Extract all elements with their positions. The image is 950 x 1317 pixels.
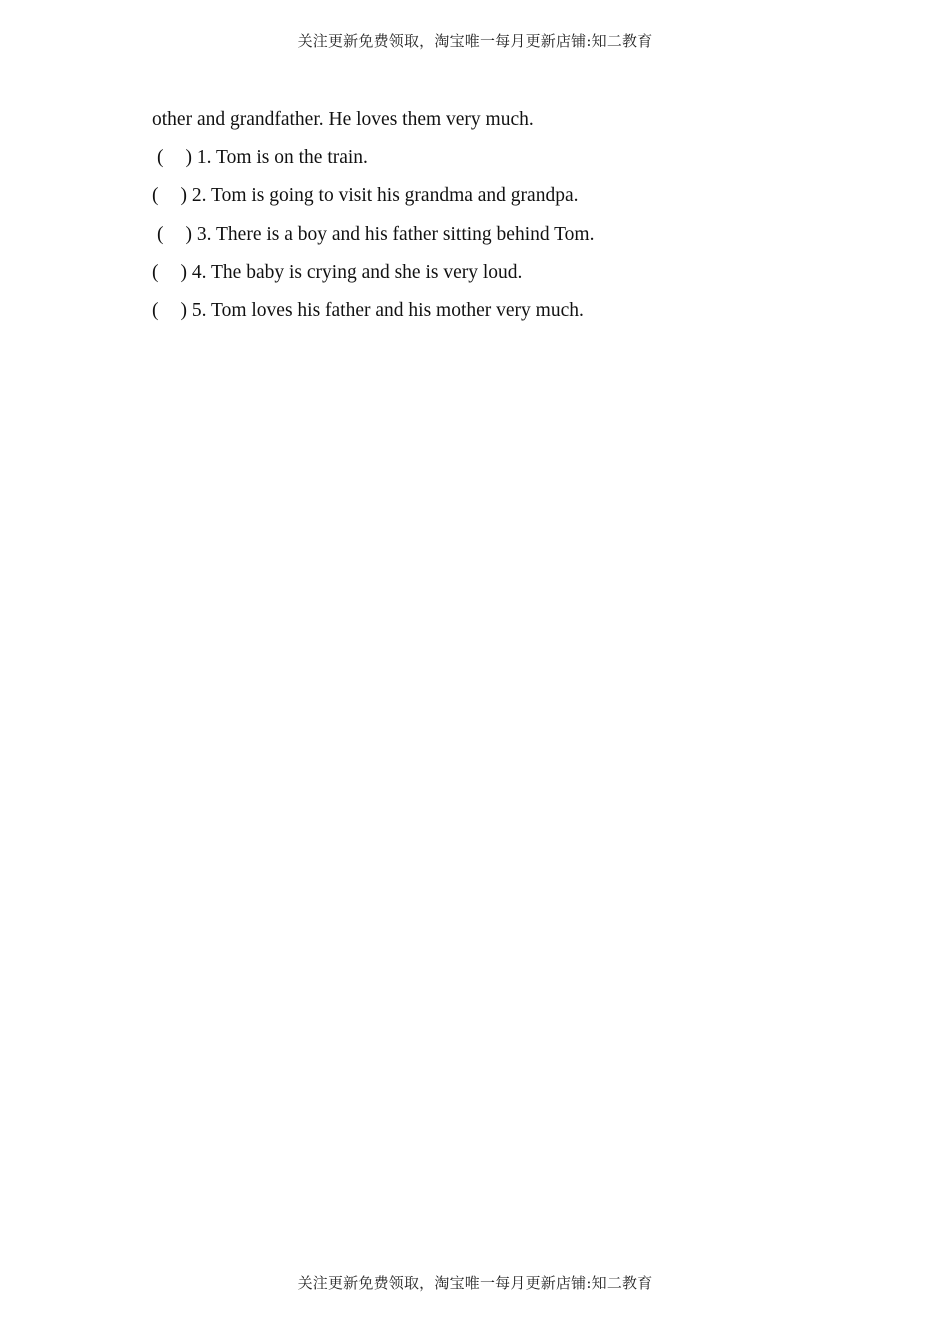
answer-blank-close: ) (180, 261, 187, 283)
exercise-content (152, 101, 832, 330)
answer-blank-open: ( (152, 299, 159, 321)
answer-blank-close: ) (180, 185, 187, 207)
answer-blank-close: ) (185, 147, 192, 169)
answer-blank-open: ( (157, 223, 164, 245)
question-text: 4. The baby is crying and she is very loud. (187, 261, 523, 283)
question-text: 3. There is a boy and his father sitting behind Tom. (192, 223, 595, 245)
question-1 (152, 139, 832, 177)
answer-blank-close: ) (185, 223, 192, 245)
question-5 (152, 292, 832, 330)
page-footer: 关注更新免费领取，淘宝唯一每月更新店铺:知二教育 (297, 1274, 653, 1292)
answer-blank-open: ( (152, 185, 159, 207)
question-3 (152, 216, 832, 254)
question-text: 2. Tom is going to visit his grandma and grandpa. (187, 185, 579, 207)
page-header: 关注更新免费领取，淘宝唯一每月更新店铺:知二教育 (297, 32, 653, 50)
question-2 (152, 177, 832, 215)
answer-blank-open: ( (152, 261, 159, 283)
question-4 (152, 254, 832, 292)
answer-blank-open: ( (157, 147, 164, 169)
passage-last-line: other and grandfather. He loves them very much. (152, 109, 534, 130)
answer-blank-close: ) (180, 299, 187, 321)
question-text: 5. Tom loves his father and his mother very much. (187, 299, 584, 321)
question-text: 1. Tom is on the train. (192, 147, 368, 169)
